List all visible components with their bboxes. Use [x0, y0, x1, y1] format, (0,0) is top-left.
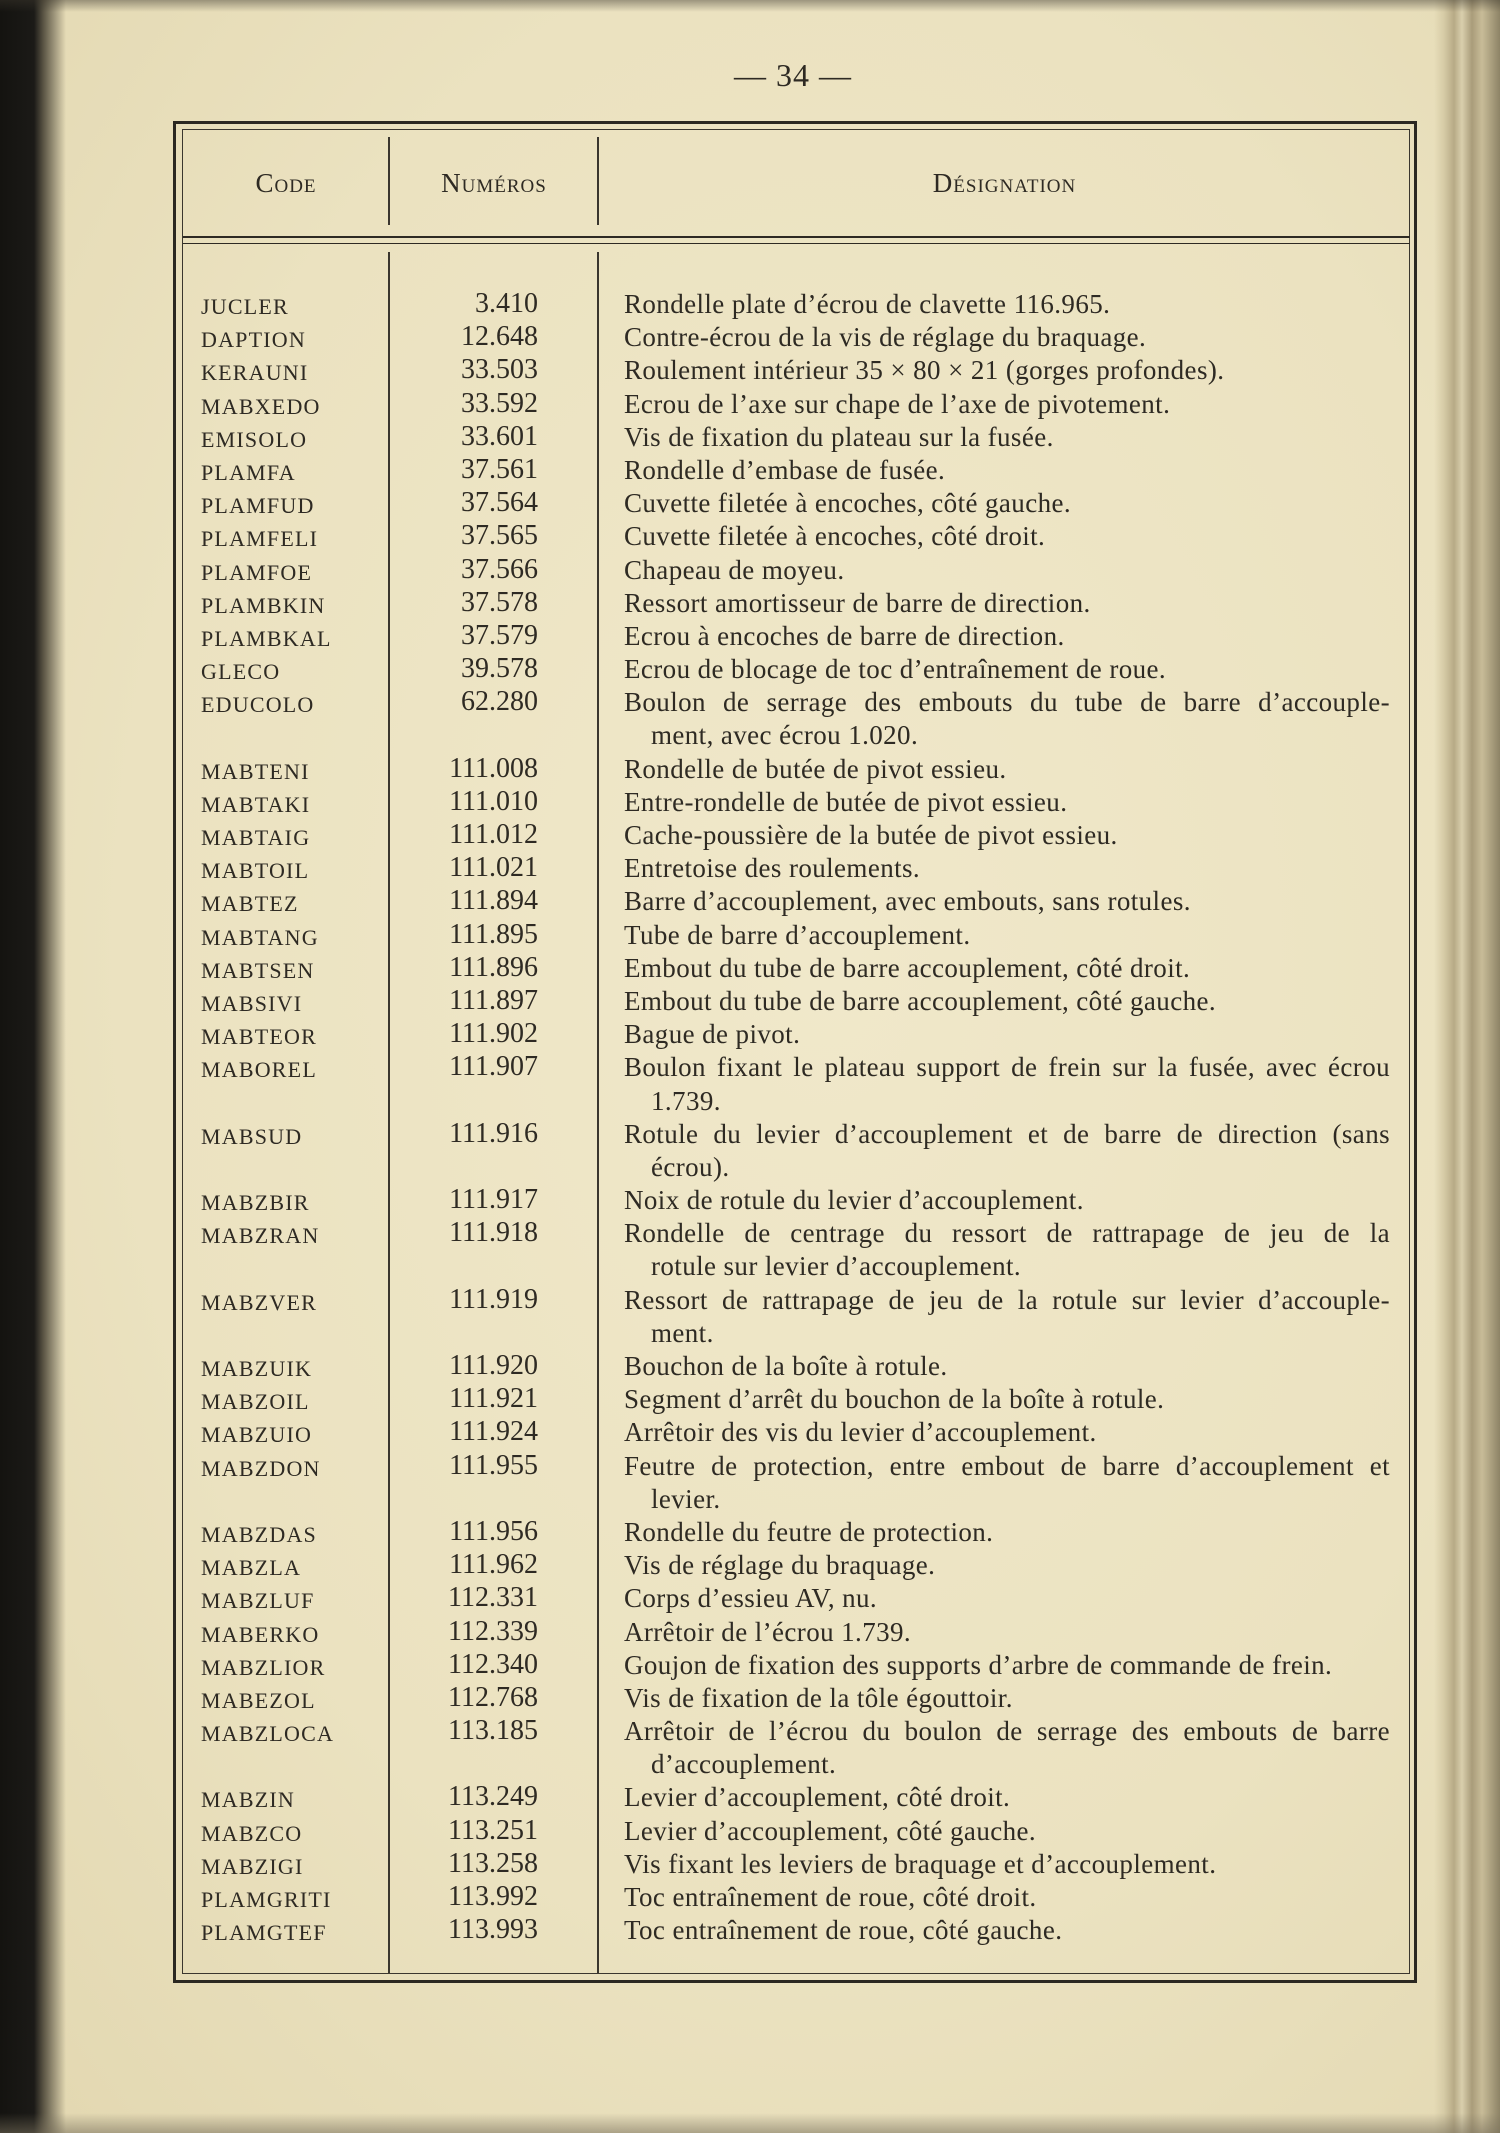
part-number: 111.894	[449, 885, 538, 917]
part-code: MABOREL	[201, 1057, 317, 1083]
part-code: MABTENI	[201, 758, 310, 784]
table-row	[0, 1450, 1500, 1516]
part-number: 111.924	[449, 1416, 538, 1448]
table-row	[0, 1118, 1500, 1184]
part-number: 111.920	[449, 1350, 538, 1381]
part-designation	[624, 321, 1390, 354]
table-row	[0, 985, 1500, 1018]
designation-line: Rondelle du feutre de protection.	[624, 1516, 994, 1547]
part-code: MABERKO	[201, 1621, 320, 1647]
designation-line: Corps d’essieu AV, nu.	[624, 1583, 878, 1614]
part-code: MABTANG	[201, 924, 319, 950]
table-row	[0, 520, 1500, 553]
part-code: PLAMFUD	[201, 493, 315, 519]
designation-line: Noix de rotule du levier d’accouplement.	[624, 1185, 1084, 1216]
part-number: 111.917	[449, 1184, 538, 1216]
part-code: PLAMGTEF	[201, 1920, 327, 1946]
designation-line: Arrêtoir de l’écrou 1.739.	[624, 1616, 912, 1647]
table-row	[0, 786, 1500, 819]
part-number: 33.601	[461, 420, 538, 452]
table-row	[0, 554, 1500, 587]
header-divider-2	[597, 137, 599, 225]
part-number: 12.648	[461, 321, 538, 353]
designation-line: Levier d’accouplement, côté droit.	[624, 1782, 1011, 1813]
part-designation	[624, 1350, 1390, 1383]
designation-line: Embout du tube de barre accouplement, côté droit.	[624, 952, 1191, 983]
part-code: EDUCOLO	[201, 692, 315, 718]
part-number: 111.021	[449, 852, 538, 884]
part-code: PLAMFELI	[201, 526, 319, 552]
designation-line: Vis fixant les leviers de braquage et d’accouplement.	[624, 1848, 1217, 1879]
part-number: 112.331	[448, 1582, 538, 1614]
part-number: 111.008	[449, 752, 538, 784]
part-designation	[624, 1383, 1390, 1416]
table-row	[0, 686, 1500, 752]
designation-line: Chapeau de moyeu.	[624, 554, 845, 585]
table-row	[0, 1549, 1500, 1582]
part-code: MABTEOR	[201, 1024, 317, 1050]
part-code: MABXEDO	[201, 393, 321, 419]
part-code: MABTOIL	[201, 858, 310, 884]
designation-line: Cache-poussière de la butée de pivot essieu.	[624, 820, 1118, 850]
designation-line: Ecrou à encoches de barre de direction.	[624, 620, 1065, 651]
column-header-numbers: Numéros	[441, 168, 547, 198]
part-code: MABZOIL	[201, 1389, 310, 1415]
part-number: 111.919	[449, 1283, 538, 1315]
table-row	[0, 288, 1500, 321]
part-designation	[624, 753, 1390, 786]
part-number: 39.578	[461, 653, 538, 685]
part-number: 111.921	[449, 1383, 538, 1415]
part-designation	[624, 487, 1390, 520]
part-code: PLAMBKAL	[201, 625, 332, 651]
part-code: MABZUIK	[201, 1356, 313, 1381]
part-code: MABEZOL	[201, 1687, 316, 1713]
part-code: MABZBIR	[201, 1190, 310, 1216]
part-number: 37.566	[461, 553, 538, 585]
part-code: EMISOLO	[201, 426, 308, 452]
designation-line: Ecrou de blocage de toc d’entraînement de roue.	[624, 654, 1167, 685]
designation-line: Rondelle de centrage du ressort de rattrapage de jeu de la	[624, 1218, 1390, 1249]
part-number: 111.896	[449, 951, 538, 983]
designation-line: d’accouplement.	[651, 1749, 837, 1780]
part-code: MABSIVI	[201, 990, 303, 1016]
table-row	[0, 1682, 1500, 1715]
part-number: 33.592	[461, 387, 538, 419]
part-number: 111.907	[449, 1051, 538, 1083]
designation-line: ment, avec écrou 1.020.	[651, 720, 919, 751]
part-designation	[624, 1284, 1390, 1350]
designation-line: Tube de barre d’accouplement.	[624, 919, 971, 950]
designation-line: 1.739.	[651, 1085, 721, 1116]
table-row	[0, 1217, 1500, 1283]
part-code: MABZLIOR	[201, 1654, 326, 1680]
part-designation	[624, 1217, 1390, 1283]
part-number: 113.251	[448, 1814, 538, 1846]
part-designation	[624, 1848, 1390, 1881]
table-row	[0, 487, 1500, 520]
table-row	[0, 1516, 1500, 1549]
part-number: 113.992	[448, 1881, 538, 1912]
table-row	[0, 1416, 1500, 1449]
designation-line: Levier d’accouplement, côté gauche.	[624, 1815, 1037, 1846]
designation-line: Rotule du levier d’accouplement et de barre de direction (sans	[624, 1118, 1390, 1149]
table-row	[0, 1848, 1500, 1881]
part-designation	[624, 686, 1390, 752]
designation-line: Arrêtoir de l’écrou du boulon de serrage des embouts de barre	[624, 1716, 1390, 1747]
designation-line: Entretoise des roulements.	[624, 853, 921, 884]
table-row	[0, 919, 1500, 952]
part-number: 111.897	[449, 984, 538, 1016]
part-designation	[624, 819, 1390, 852]
designation-line: Ressort amortisseur de barre de direction.	[624, 587, 1091, 618]
part-number: 111.956	[449, 1515, 538, 1547]
part-code: MABSUD	[201, 1123, 303, 1149]
part-number: 111.916	[449, 1117, 538, 1149]
part-code: KERAUNI	[201, 360, 309, 386]
part-code: MABZLA	[201, 1555, 302, 1581]
designation-line: Rondelle de butée de pivot essieu.	[624, 753, 1007, 784]
part-code: PLAMFOE	[201, 559, 313, 585]
table-row	[0, 1184, 1500, 1217]
part-designation	[624, 985, 1390, 1018]
part-code: MABZDAS	[201, 1521, 317, 1547]
table-row	[0, 620, 1500, 653]
part-number: 37.579	[461, 619, 538, 651]
designation-line: Entre-rondelle de butée de pivot essieu.	[624, 786, 1068, 817]
designation-line: Cuvette filetée à encoches, côté droit.	[624, 521, 1046, 552]
part-code: MABZUIO	[201, 1422, 313, 1448]
table-row	[0, 454, 1500, 487]
part-number: 111.010	[449, 785, 538, 817]
table-row	[0, 587, 1500, 620]
part-designation	[624, 653, 1390, 686]
part-designation	[624, 454, 1390, 487]
table-row	[0, 1383, 1500, 1416]
part-number: 111.012	[449, 819, 538, 850]
table-row	[0, 1914, 1500, 1947]
part-designation	[624, 1018, 1390, 1051]
part-designation	[624, 1416, 1390, 1449]
designation-line: Barre d’accouplement, avec embouts, sans rotules.	[624, 886, 1191, 917]
part-designation	[624, 1184, 1390, 1217]
part-number: 37.564	[461, 487, 538, 519]
designation-line: Vis de réglage du braquage.	[624, 1550, 936, 1581]
part-code: MABZCO	[201, 1820, 303, 1846]
part-designation	[624, 1516, 1390, 1549]
table-row	[0, 354, 1500, 387]
part-code: PLAMBKIN	[201, 592, 326, 618]
part-number: 37.561	[461, 453, 538, 485]
part-code: MABZRAN	[201, 1223, 320, 1249]
designation-line: Feutre de protection, entre embout de barre d’accouplement et	[624, 1450, 1390, 1481]
part-number: 113.249	[448, 1781, 538, 1813]
part-designation	[624, 1549, 1390, 1582]
part-number: 113.185	[448, 1715, 538, 1747]
part-number: 113.258	[448, 1847, 538, 1879]
part-designation	[624, 388, 1390, 421]
table-row	[0, 1051, 1500, 1117]
designation-line: Goujon de fixation des supports d’arbre de commande de frein.	[624, 1649, 1333, 1680]
designation-line: Ecrou de l’axe sur chape de l’axe de pivotement.	[624, 388, 1171, 419]
part-designation	[624, 1781, 1390, 1814]
table-row	[0, 1715, 1500, 1781]
scan-edge-top	[0, 0, 1500, 12]
table-row	[0, 819, 1500, 852]
designation-line: Vis de fixation de la tôle égouttoir.	[624, 1682, 1013, 1713]
part-designation	[624, 952, 1390, 985]
part-number: 111.895	[449, 918, 538, 950]
designation-line: Toc entraînement de roue, côté droit.	[624, 1882, 1037, 1912]
part-number: 37.565	[461, 520, 538, 552]
table-row	[0, 852, 1500, 885]
part-designation	[624, 620, 1390, 653]
table-row	[0, 1018, 1500, 1051]
part-designation	[624, 1616, 1390, 1649]
part-designation	[624, 1914, 1390, 1947]
table-row	[0, 1881, 1500, 1914]
header-divider-1	[388, 137, 390, 225]
part-designation	[624, 1118, 1390, 1184]
designation-line: ment.	[651, 1317, 714, 1348]
part-code: PLAMGRITI	[201, 1887, 332, 1912]
designation-line: écrou).	[651, 1151, 730, 1182]
table-row	[0, 653, 1500, 686]
table-row	[0, 753, 1500, 786]
scan-edge-bottom	[0, 2113, 1500, 2133]
designation-line: Rondelle plate d’écrou de clavette 116.965.	[624, 289, 1111, 319]
part-designation	[624, 1649, 1390, 1682]
part-code: JUCLER	[201, 294, 289, 319]
part-designation	[624, 1450, 1390, 1516]
designation-line: Roulement intérieur 35 × 80 × 21 (gorges profondes).	[624, 355, 1225, 386]
header-rule-bottom	[183, 243, 1410, 244]
part-code: MABZDON	[201, 1455, 321, 1481]
designation-line: Toc entraînement de roue, côté gauche.	[624, 1915, 1063, 1946]
designation-line: Boulon fixant le plateau support de frein sur la fusée, avec écrou	[624, 1052, 1390, 1083]
table-row	[0, 321, 1500, 354]
part-designation	[624, 288, 1390, 321]
page-number: — 34 —	[734, 57, 852, 93]
designation-line: Bague de pivot.	[624, 1019, 801, 1050]
designation-line: Embout du tube de barre accouplement, côté gauche.	[624, 985, 1217, 1016]
part-designation	[624, 1051, 1390, 1117]
part-designation	[624, 520, 1390, 553]
designation-line: Ressort de rattrapage de jeu de la rotule sur levier d’accouple-	[624, 1284, 1390, 1315]
header-rule-top	[183, 236, 1410, 238]
table-row	[0, 1616, 1500, 1649]
part-designation	[624, 1582, 1390, 1615]
part-code: DAPTION	[201, 327, 306, 353]
part-designation	[624, 1715, 1390, 1781]
table-row	[0, 1582, 1500, 1615]
table-row	[0, 388, 1500, 421]
part-designation	[624, 1881, 1390, 1914]
table-row	[0, 952, 1500, 985]
part-code: MABTSEN	[201, 957, 315, 983]
designation-line: rotule sur levier d’accouplement.	[651, 1251, 1022, 1282]
part-designation	[624, 852, 1390, 885]
part-number: 111.955	[449, 1449, 538, 1481]
table-row	[0, 1781, 1500, 1814]
part-designation	[624, 1815, 1390, 1848]
part-designation	[624, 421, 1390, 454]
part-number: 112.339	[448, 1615, 538, 1647]
part-code: PLAMFA	[201, 459, 296, 485]
designation-line: Arrêtoir des vis du levier d’accouplement.	[624, 1417, 1097, 1448]
part-code: MABTAIG	[201, 825, 311, 850]
part-designation	[624, 554, 1390, 587]
table-row	[0, 1350, 1500, 1383]
column-header-code: Code	[255, 168, 317, 198]
part-code: MABZVER	[201, 1289, 317, 1315]
part-number: 37.578	[461, 586, 538, 618]
designation-line: levier.	[651, 1483, 721, 1514]
part-designation	[624, 786, 1390, 819]
part-designation	[624, 885, 1390, 918]
part-designation	[624, 1682, 1390, 1715]
table-row	[0, 1815, 1500, 1848]
part-number: 62.280	[461, 686, 538, 718]
designation-line: Contre-écrou de la vis de réglage du braquage.	[624, 322, 1147, 353]
part-code: MABTAKI	[201, 791, 311, 817]
part-code: MABZLUF	[201, 1588, 315, 1614]
part-number: 111.962	[449, 1549, 538, 1581]
part-number: 113.993	[448, 1914, 538, 1946]
part-designation	[624, 354, 1390, 387]
part-number: 3.410	[475, 288, 538, 319]
part-designation	[624, 587, 1390, 620]
table-row	[0, 1284, 1500, 1350]
designation-line: Boulon de serrage des embouts du tube de barre d’accouple-	[624, 687, 1390, 718]
part-code: MABTEZ	[201, 891, 299, 917]
designation-line: Rondelle d’embase de fusée.	[624, 454, 946, 485]
part-number: 112.340	[448, 1648, 538, 1680]
designation-line: Bouchon de la boîte à rotule.	[624, 1351, 948, 1381]
table-body	[0, 288, 1500, 1947]
table-row	[0, 1649, 1500, 1682]
designation-line: Cuvette filetée à encoches, côté gauche.	[624, 488, 1072, 519]
designation-line: Vis de fixation du plateau sur la fusée.	[624, 421, 1054, 452]
part-number: 33.503	[461, 354, 538, 386]
part-code: MABZIN	[201, 1787, 295, 1813]
part-number: 111.918	[449, 1217, 538, 1249]
part-code: MABZIGI	[201, 1853, 304, 1879]
column-header-designation: Désignation	[932, 168, 1077, 198]
table-row	[0, 421, 1500, 454]
table-row	[0, 885, 1500, 918]
part-code: GLECO	[201, 659, 281, 685]
part-number: 112.768	[448, 1681, 538, 1713]
part-number: 111.902	[449, 1018, 538, 1050]
part-code: MABZLOCA	[201, 1721, 335, 1747]
part-designation	[624, 919, 1390, 952]
designation-line: Segment d’arrêt du bouchon de la boîte à rotule.	[624, 1384, 1165, 1415]
